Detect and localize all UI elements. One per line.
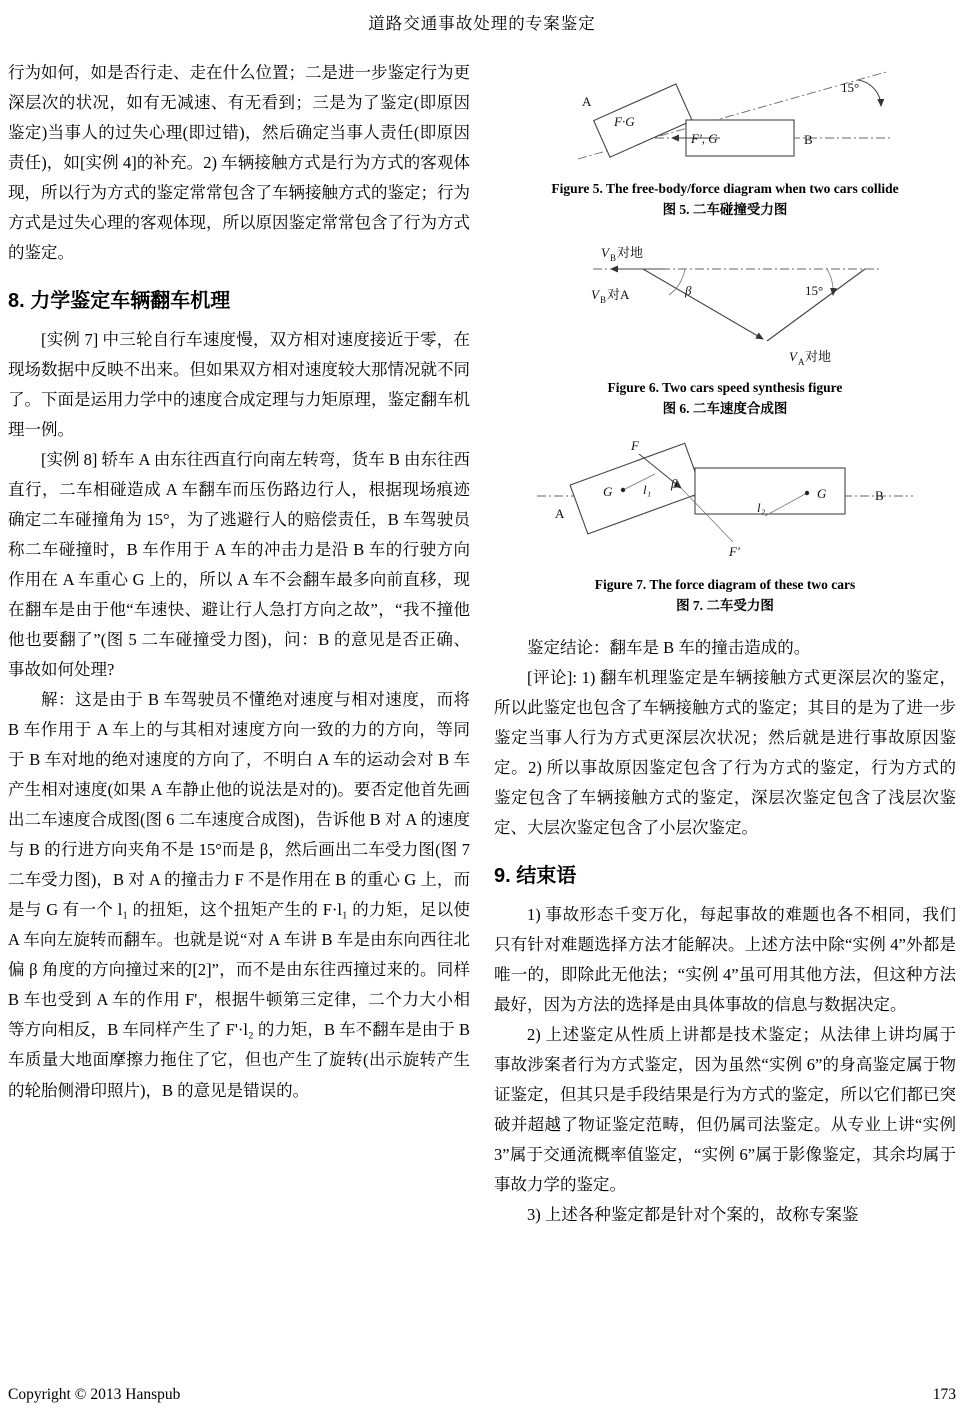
body-paragraph: 行为如何，如是否行走、走在什么位置；二是进一步鉴定行为更深层次的状况，如有无减速、有无看到；三是为了鉴定(即原因鉴定)当事人的过失心理(即过错)，然后确定当事人责任(即原因责任)，如[实例 4]的补充。2) 车辆接触方式是行为方式的客观体现，所以行为方式的鉴定常常包含了车辆接触方式的鉴定；行为方式是过失心理的客观体现，所以原因鉴定常常包含了行为方式的鉴定。 [8, 63, 470, 263]
left-column [8, 58, 470, 1230]
body-paragraph: [实例 7] 中三轮自行车速度慢，双方相对速度接近于零，在现场数据中反映不出来。但如果双方相对速度较大那情况就不同了。下面是运用力学中的速度合成定理与力矩原理，鉴定翻车机理一例。 [8, 330, 470, 440]
copyright-text: Copyright © 2013 Hanspub [8, 1386, 181, 1403]
fig6-beta-label: β [685, 282, 692, 298]
fig7-f-prime-label: F' [729, 543, 740, 559]
figure-7-caption-en: Figure 7. The force diagram of these two cars [594, 576, 856, 592]
car-a-outline [594, 84, 692, 157]
conclusion-paragraph: 鉴定结论：翻车是 B 车的撞击造成的。 [527, 637, 811, 657]
fig5-label-car-a: A [582, 94, 592, 109]
page-footer [8, 1386, 956, 1404]
fig6-angle-label: 15° [805, 282, 824, 298]
figure-5-caption-zh: 图 5. 二车碰撞受力图 [662, 201, 788, 217]
fig6-vb-a-v: V [591, 286, 599, 302]
body-paragraph: 1) 事故形态千变万化，每起事故的难题也各不相同，我们只有针对难题选择方法才能解决。上述方法中除“实例 4”外都是唯一的，即除此无他法；“实例 4”虽可用其他方法，但这种方法最好，因为方法的选择是由具体事故的信息与数据决定。 [494, 904, 956, 1014]
section-9-heading: 9. 结束语 [494, 864, 577, 887]
angle-arc [858, 80, 881, 106]
fig6-vb-a-sub: B [600, 294, 607, 305]
fifteen-degree-arc [827, 269, 833, 295]
running-title: 道路交通事故处理的专案鉴定 [368, 14, 596, 33]
figure-7-caption-zh: 图 7. 二车受力图 [676, 597, 774, 613]
vb-a-vector [767, 269, 865, 341]
figure-7 [494, 436, 956, 617]
figure-6-caption [494, 378, 956, 420]
fig7-force-diagram [535, 436, 915, 566]
gravity-center-a-dot [621, 487, 625, 491]
fig5-collision-diagram [560, 58, 890, 170]
body-paragraph: 3) 上述各种鉴定都是针对个案的，故称专案鉴 [527, 1204, 859, 1224]
two-column-body [8, 58, 956, 1230]
fig7-l1-label: l₁ [643, 481, 652, 497]
figure-5 [494, 58, 956, 221]
fig7-car-a-label: A [555, 505, 565, 521]
page-number: 173 [932, 1386, 956, 1403]
fig7-car-b-label: B [875, 487, 884, 503]
gravity-center-b-dot [805, 490, 809, 494]
va-ground-vector [643, 269, 763, 339]
fig7-gb-label: G [817, 485, 827, 501]
beta-angle-arc [669, 269, 685, 295]
fig6-vb-a-rest: 对A [607, 286, 630, 302]
fig5-label-fg: F·G [614, 114, 635, 129]
figure-7-caption [494, 575, 956, 617]
fig6-va-ground-v: V [789, 348, 797, 364]
fig6-va-ground-rest: 对地 [805, 348, 832, 364]
body-paragraph: 解：这是由于 B 车驾驶员不懂绝对速度与相对速度，而将 B 车作用于 A 车上的与其相对速度方向一致的力的方向，等同于 B 车对地的绝对速度的方向了，不明白 A 车的运动会对 B 车产生相对速度(如果 A 车静止他的说法是对的)。要否定他首先画出二车速度合成图(图 6 二车速度合成图)，告诉他 B 对 A 的速度与 B 的行进方向夹角不是 15°而是 β，然后画出二车受力图(图 7 二车受力图)，B 对 A 的撞击力 F 不是作用在 B 的重心 G 上，而是与 G 有一个 l₁ 的扭矩，这个扭矩产生的 F·l₁ 的力矩，足以使 A 车向左旋转而翻车。也就是说“对 A 车讲 B 车是由东向西往北偏 β 角度的方向撞过来的[2]”，而不是由东往西撞过来的。同样 B 车也受到 A 车的作用 F'，根据牛顿第三定律，二个力大小相等方向相反，B 车同样产生了 F'·l₂ 的力矩，B 车不翻车是由于 B 车质量大地面摩擦力拖住了它，但也产生了旋转(出示旋转产生的轮胎侧滑印照片)，B 的意见是错误的。 [8, 690, 470, 1100]
figure-6 [494, 237, 956, 420]
fig6-va-ground-sub: A [798, 356, 805, 367]
fig7-beta-label: β [671, 475, 678, 491]
fig6-speed-synthesis-diagram [565, 237, 885, 369]
body-paragraph: [实例 8] 轿车 A 由东往西直行向南左转弯，货车 B 由东往西直行，二车相碰造成 A 车翻车而压伤路边行人，根据现场痕迹确定二车碰撞角为 15°，为了逃避行人的赔偿责任，B 车驾驶员称二车碰撞时，B 车作用于 A 车的冲击力是沿 B 车的行驶方向作用在 A 车重心 G 上的，所以 A 车不会翻车最多向前直移，现在翻车是由于他“车速快、避让行人急打方向之故”，“我不撞他他也要翻了”(图 5 二车碰撞受力图)，问：B 的意见是否正确、事故如何处理? [8, 450, 470, 680]
figure-6-caption-zh: 图 6. 二车速度合成图 [662, 400, 788, 416]
fig7-f-label: F [631, 437, 639, 453]
fig6-vb-ground-sub: B [610, 252, 617, 263]
fig6-vb-ground-v: V [601, 244, 609, 260]
figure-5-caption [494, 179, 956, 221]
fig7-l2-label: l₂ [757, 499, 766, 515]
right-column [494, 58, 956, 1230]
body-paragraph: 2) 上述鉴定从性质上讲都是技术鉴定；从法律上讲均属于事故涉案者行为方式鉴定，因为虽然“实例 6”的身高鉴定属于物证鉴定，但其只是手段结果是行为方式的鉴定，所以它们都已突破并超越了物证鉴定范畴，但仍属司法鉴定。从专业上讲“实例 3”属于交通流概率值鉴定，“实例 6”属于影像鉴定，其余均属于事故力学的鉴定。 [494, 1024, 956, 1194]
figure-6-caption-en: Figure 6. Two cars speed synthesis figure [607, 379, 843, 395]
fig7-ga-label: G [603, 483, 613, 499]
section-8-heading: 8. 力学鉴定车辆翻车机理 [8, 290, 231, 313]
fig5-label-car-b: B [804, 132, 813, 147]
fig6-vb-ground-rest: 对地 [617, 244, 644, 260]
car-a-outline [570, 443, 702, 534]
comment-paragraph: [评论]: 1) 翻车机理鉴定是车辆接触方式更深层次的鉴定，所以此鉴定也包含了车辆接触方式的鉴定；其目的是为了进一步鉴定当事人行为方式更深层次状况；然后就是进行事故原因鉴定。2) 所以事故原因鉴定包含了行为方式的鉴定，行为方式的鉴定包含了车辆接触方式的鉴定，深层次鉴定包含了浅层次鉴定、大层次鉴定包含了小层次鉴定。 [494, 667, 956, 837]
fig5-label-fpg: F', G [691, 131, 718, 146]
fig5-label-angle: 15° [841, 80, 860, 95]
figure-5-caption-en: Figure 5. The free-body/force diagram when two cars collide [551, 181, 899, 196]
